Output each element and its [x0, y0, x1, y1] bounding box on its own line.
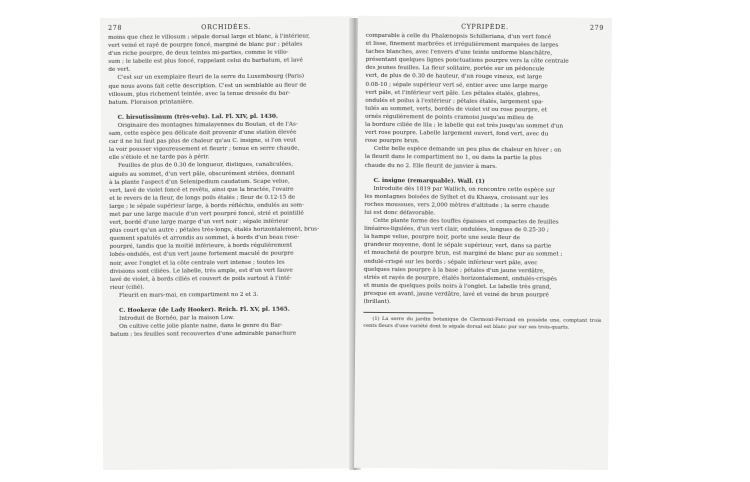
- text-line: et le revers de la fleur, de longs poils étalés ; fleur de 0.12-15 de: [109, 194, 296, 202]
- text-line: ondulé-crispé sur les bords ; sépale inférieur vert pâle, avec: [363, 258, 538, 266]
- text-line: vert veiné et rayé de pourpre foncé, marginé de blanc pur ; pétales: [108, 41, 303, 50]
- footnote-rule: [363, 312, 433, 314]
- text-line: tulés au sommet, verts, bordés de violet vif ou rose pourpre, et: [365, 105, 548, 114]
- text-line: la fleurit dans le compartiment no 1, ou dans la partie la plus: [364, 154, 542, 162]
- text-line: à la plante l'aspect d'un Selenipedium caudatum. Scape velue,: [109, 178, 290, 186]
- text-line: la voir pousser vigoureusement et fleurir ; tenue en serre chaude,: [108, 145, 300, 154]
- text-line: (brillant).: [363, 298, 391, 306]
- text-line: elle s'étiole et ne tarde pas à périr.: [108, 154, 210, 162]
- text-line: batum. Floraison printanière.: [108, 99, 194, 106]
- text-line: Originaire des montagnes himalayennes du Boutan, et de l'As-: [117, 121, 298, 129]
- text-line: striés et rayés de pourpre, étalés horizontalement, ondulés-crispés: [363, 274, 557, 283]
- text-line: et lisse, finement marbrées et irrégulièrement marquées de larges: [365, 40, 559, 49]
- book-spread: [100, 18, 612, 470]
- text-line: Fleurit en mars-mai, en compartiment no 2 et 3.: [118, 291, 259, 299]
- running-title: CYPRIPÈDE.: [461, 22, 509, 32]
- left-page-header: [108, 22, 344, 34]
- text-line: présentant quelques lignes ponctuations pourpre vers la côte centrale: [365, 57, 569, 65]
- text-line: la bordure ciliée de lila ; le labelle qui est très jusqu'au sommet d'un: [365, 121, 564, 130]
- text-line: lavé de violet, à bords ciliés et couvert de poils surtout à l'inté-: [109, 275, 292, 283]
- text-line: ornés régulièrement de points cramoisi jusqu'au milieu de: [365, 113, 534, 122]
- text-line: Cette plante forme des touffes épaisses et compactes de feuilles: [373, 217, 559, 226]
- text-line: car il ne lui faut pas plus de chaleur qu'au C. insigne, si l'on veut: [108, 137, 297, 146]
- text-line: Introduit de Bornéo, par la maison Low.: [119, 315, 235, 322]
- text-line: lui est donc défavorable.: [364, 209, 436, 217]
- left-page: [100, 16, 355, 470]
- text-line: chaude du no 2. Elle fleurit de janvier à mars.: [364, 162, 498, 170]
- text-line: lobés-ondulés, est d'un vert jaune fortement maculé de pourpre: [109, 251, 294, 259]
- text-line: plus court qu'un autre ; pétales très-longs, étalés horizontalement, brus-: [109, 226, 320, 235]
- text-line: moins que chez le villosum ; sépale dorsal large et blanc, à l'intérieur,: [108, 33, 311, 41]
- text-line: grandeur moyenne, dont le sépale supérieur, vert, dans sa partie: [363, 242, 552, 250]
- text-line: vert pâle, et l'inférieur vert pâle. Les pétales étalés, glabres,: [365, 89, 541, 98]
- text-line: Cette belle espèce demande un peu plus de chaleur en hiver ; on: [373, 146, 562, 154]
- text-line: Feuilles de plus de 0.30 de longueur, distiques, canaliculées,: [118, 162, 294, 170]
- text-line: sum ; le labelle est plus foncé, rappelant celui du barbatum, et lavé: [108, 57, 303, 66]
- text-line: roches moussues, vers 2,000 mètres d'altitude ; la serre chaude: [364, 201, 550, 210]
- text-line: C'est sur un exemplaire fleuri de la serre du Luxembourg (Paris): [117, 74, 305, 82]
- text-line: linéaires-ligulées, d'un vert clair, ondulées, longues de 0.25-30 ;: [364, 226, 549, 234]
- text-line: rose pourpre brun.: [364, 138, 420, 145]
- text-line: noir, avec l'onglet et la côte centrale vert intense ; toutes les: [109, 259, 285, 267]
- text-line: rieur (cilié).: [109, 284, 145, 291]
- text-line: d'un riche pourpre, de deux teintes mi-parties, comme le villo-: [108, 49, 289, 58]
- right-page: [354, 16, 612, 470]
- text-line: que nous avons fait cette description. C'est un semblable au fleur de: [108, 82, 307, 90]
- species-heading: C. Hookeræ (de Lady Hooker). Reich. Fl. XV, pl. 1565.: [119, 306, 290, 314]
- text-line: des jeunes feuilles. La fleur solitaire, portée sur un pédoncule: [365, 65, 545, 73]
- text-line: sam, cette espèce peu délicate doit provenir d'une station élevée: [108, 129, 297, 137]
- text-line: la hampe velue, pourpre noir, porte une seule fleur de: [364, 234, 521, 242]
- text-line: comparable à celle du Phalænopsis Schilleriana, d'un vert foncé: [365, 32, 552, 41]
- text-line: pourpré, tandis que la moitié inférieure, à bords régulièrement: [109, 243, 293, 251]
- text-line: large ; le sépale supérieur large, à bords réfléchis, ondulés au som-: [109, 202, 304, 210]
- text-line: 0.08-10 ; sépale supérieur vert sé, entier avec une large marge: [365, 81, 548, 90]
- text-line: vert, de plus de 0.30 de hauteur, d'un rouge vineux, est large: [365, 73, 543, 81]
- text-line: met par une large macule d'un vert pourpré foncé, strié et pointillé: [109, 210, 304, 218]
- species-heading: C. insigne (remarquable). Wall. (1): [373, 177, 485, 185]
- text-line: et munis de quelques poils noirs à l'onglet. Le labelle très grand,: [363, 282, 552, 291]
- text-line: presque en avant, jaune verdâtre, lavé et veiné de brun pourpré: [363, 290, 549, 299]
- page-number: 279: [589, 23, 604, 32]
- text-line: ondulés et poilus à l'extérieur ; pétales étalés, largement spa-: [365, 97, 544, 106]
- text-line: villosum, plus richement teintée, avec la tenue dressée du bar-: [108, 90, 291, 98]
- text-line: quement spatulés et arrondis au sommet, à bords d'un beau rose-: [109, 234, 300, 243]
- text-line: et moucheté de pourpre brun, est marginé de blanc pur au sommet ;: [363, 250, 563, 259]
- text-line: aiguës au sommet, d'un vert pâle, obscurément striées, donnant: [109, 170, 295, 178]
- text-line: On cultive cette jolie plante naine, dans le genre du Bar-: [119, 322, 283, 331]
- text-line: les montagnes boisées de Sylhet et du Khasya, croissant sur les: [364, 193, 549, 202]
- running-title: ORCHIDÉES.: [201, 22, 251, 32]
- text-line: de vert.: [108, 67, 131, 74]
- text-line: batum ; les feuilles sont recouvertes d'une admirable panachure: [110, 330, 297, 339]
- text-line: vert rose pourpre. Labelle largement ouvert, fond vert, avec du: [364, 129, 549, 138]
- footnote: (1) La serre du jardin botanique de Clermont-Ferrand en possède une, comptant trois cents fleurs d'une variété dont le sépale dorsal est blanc pur sur ses trois-quarts.: [363, 316, 602, 331]
- species-heading: C. hirsutissimum (très-velu). Lal. Fl. XIV, pl. 1430.: [117, 113, 278, 121]
- text-line: quelques raies pourpre à la base ; pétales d'un jaune verdâtre,: [363, 266, 545, 275]
- text-line: taches blanches, avec l'envers d'une teinte uniforme blanchâtre,: [365, 49, 553, 57]
- text-line: divisions sont ciliées. Le labelle, très ample, est d'un vert fauve: [109, 267, 293, 275]
- text-line: vert, lavé de violet foncé et revêtu, ainsi que la bractée, l'ovaire: [109, 186, 294, 194]
- text-line: vert, bordé d'une large marge d'un vert noir ; sépale inférieur: [109, 218, 289, 227]
- text-line: Introduite dès 1819 par Wallich, on rencontre cette espèce sur: [373, 185, 556, 194]
- right-page-header: [366, 22, 604, 34]
- page-number: 278: [108, 23, 123, 32]
